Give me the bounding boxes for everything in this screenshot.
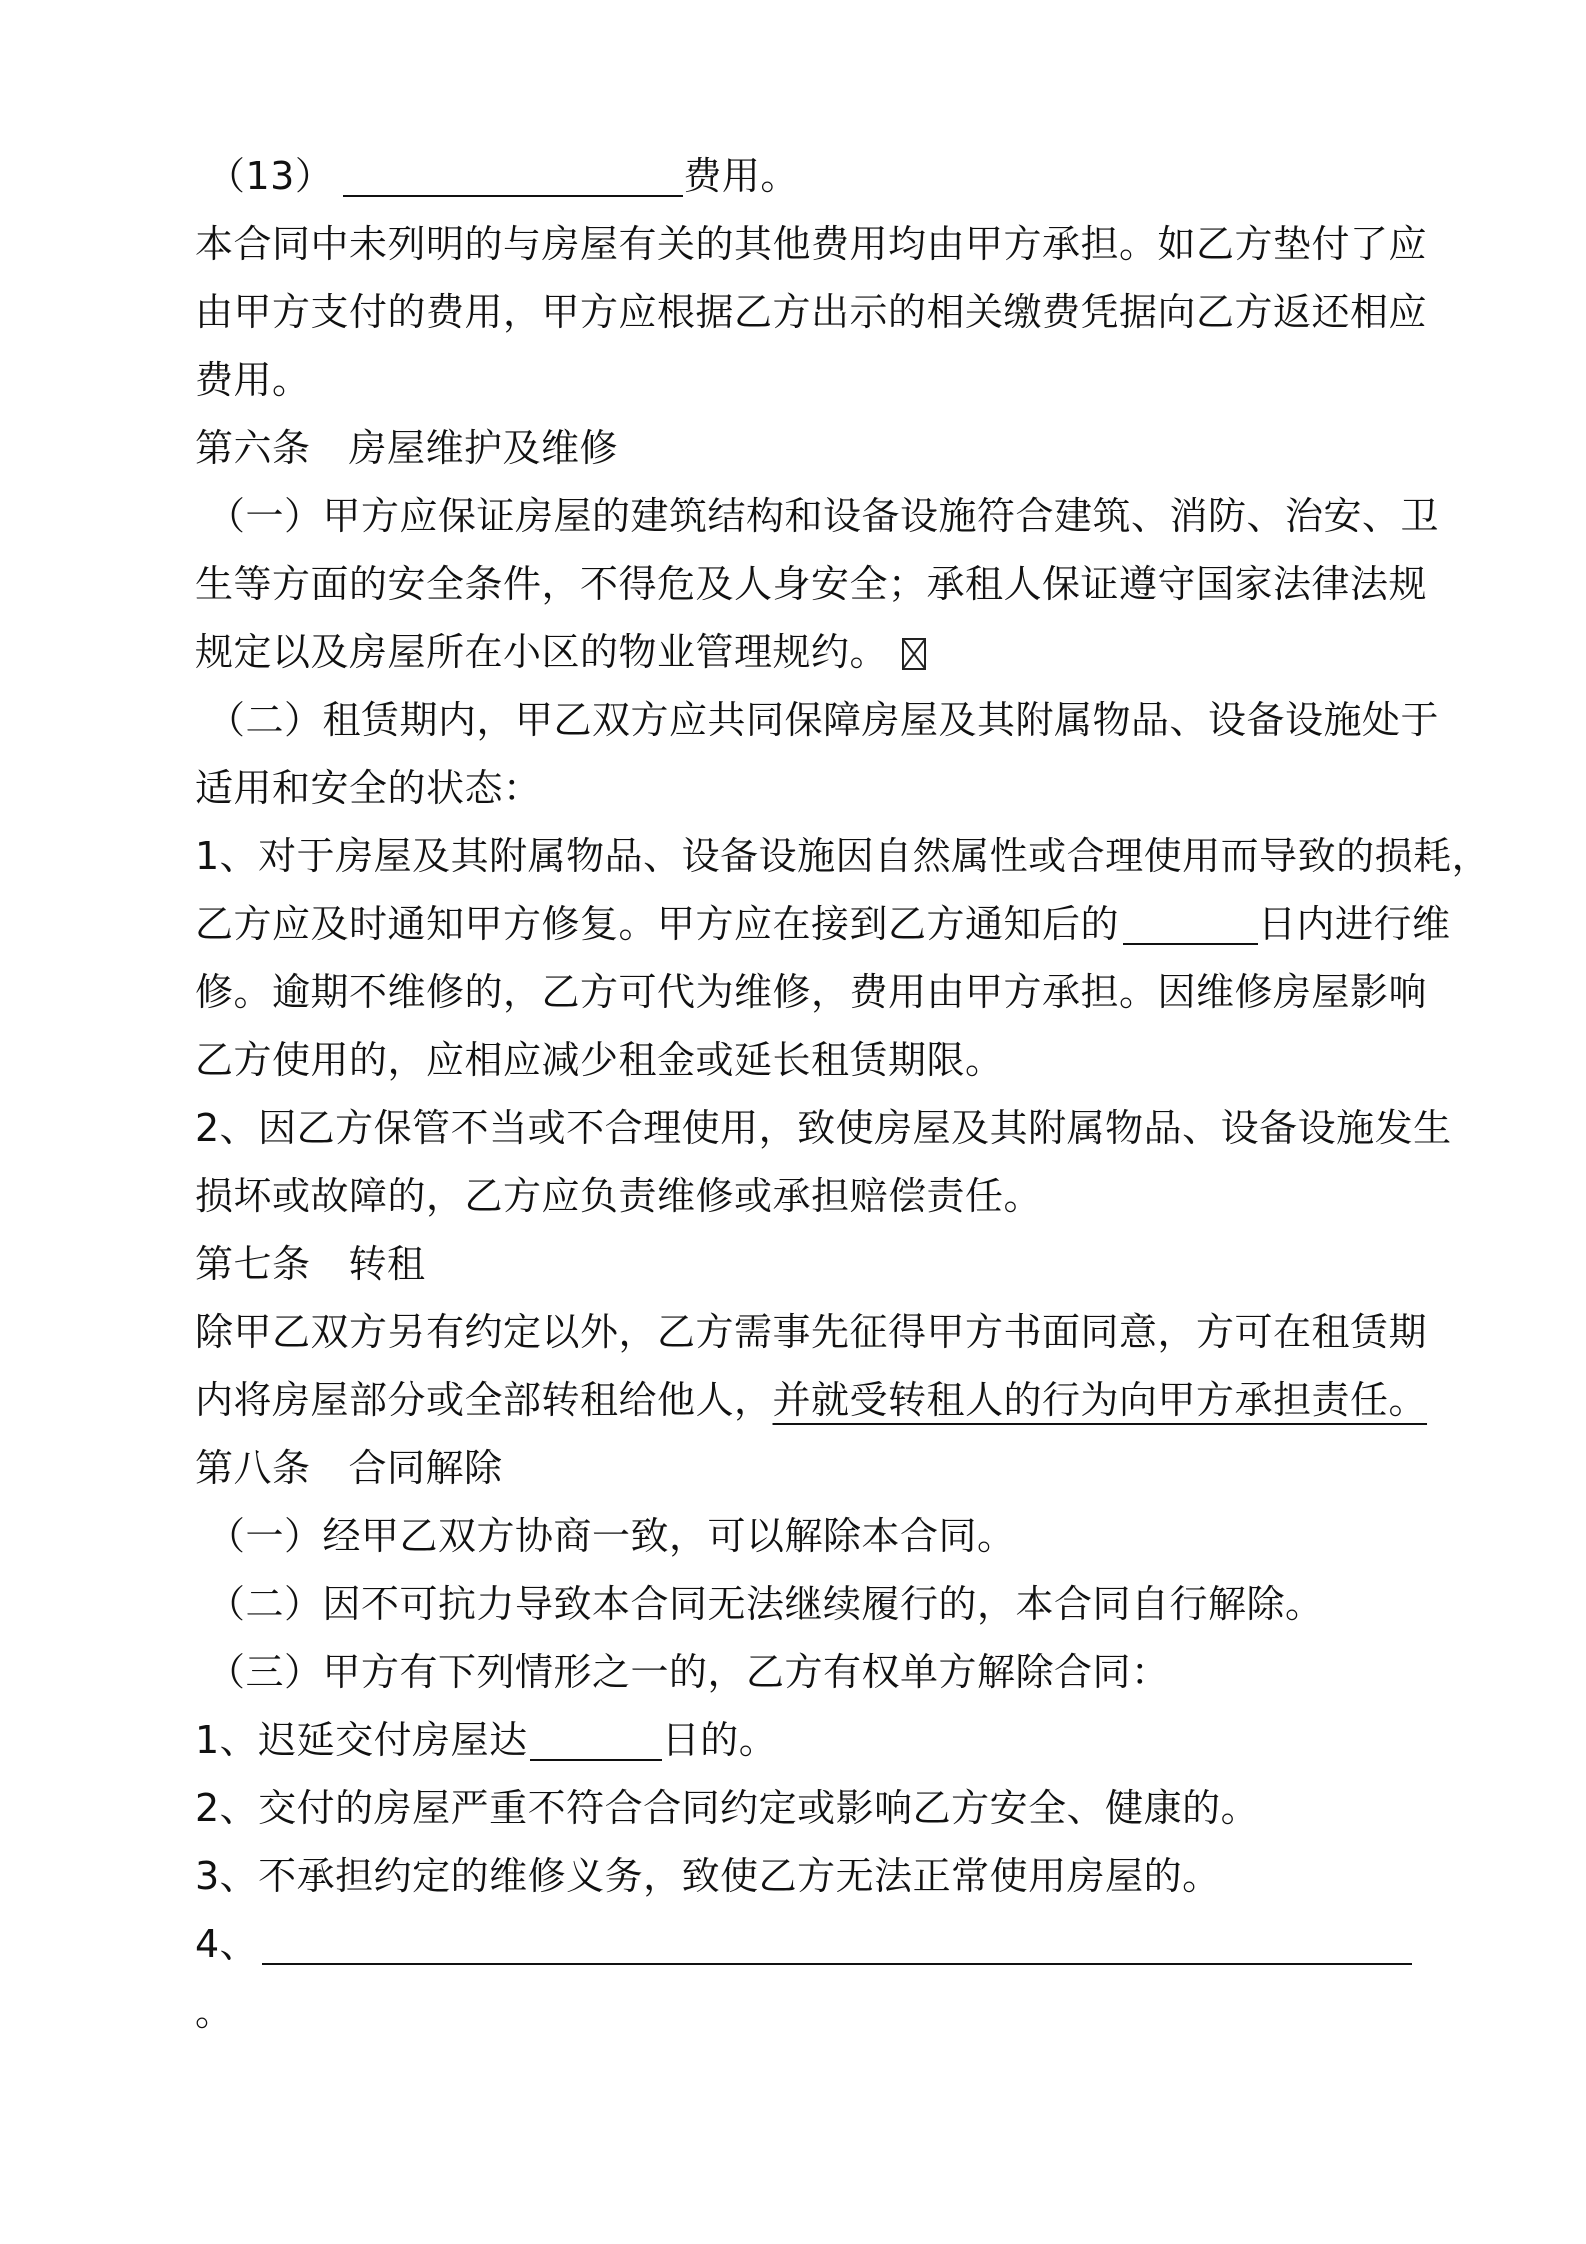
repair-days-line	[195, 890, 1451, 958]
article-title: 合同解除	[348, 1446, 503, 1490]
fee-suffix: 费用。	[683, 154, 799, 198]
article-title: 转租	[348, 1242, 426, 1286]
paragraph-line: （三）甲方有下列情形之一的，乙方有权单方解除合同：	[207, 1650, 1170, 1694]
other-condition-line	[195, 1910, 1405, 1978]
closing-mark: 。	[195, 1990, 234, 2034]
paragraph-line: （一）甲方应保证房屋的建筑结构和设备设施符合建筑、消防、治安、卫	[207, 494, 1440, 538]
paragraph-line: （二）因不可抗力导致本合同无法继续履行的，本合同自行解除。	[207, 1582, 1324, 1626]
article-title: 房屋维护及维修	[348, 426, 619, 470]
item-number: 4、	[195, 1922, 259, 1966]
article-number: 第六条	[195, 426, 311, 470]
paragraph-text: 乙方应及时通知甲方修复。甲方应在接到乙方通知后的	[195, 902, 1120, 946]
paragraph-line: 除甲乙双方另有约定以外，乙方需事先征得甲方书面同意，方可在租赁期	[195, 1310, 1428, 1354]
paragraph-text: 日内进行维	[1258, 902, 1451, 946]
contract-body	[195, 142, 1491, 2046]
paragraph-line: 本合同中未列明的与房屋有关的其他费用均由甲方承担。如乙方垫付了应	[195, 222, 1428, 266]
sublease-responsibility-line	[195, 1366, 1428, 1434]
paragraph-line: 1、对于房屋及其附属物品、设备设施因自然属性或合理使用而导致的损耗，	[195, 834, 1491, 878]
paragraph-line: 2、因乙方保管不当或不合理使用，致使房屋及其附属物品、设备设施发生	[195, 1106, 1452, 1150]
paragraph-line: 损坏或故障的，乙方应负责维修或承担赔偿责任。	[195, 1174, 1043, 1218]
paragraph-line: 2、交付的房屋严重不符合合同约定或影响乙方安全、健康的。	[195, 1786, 1260, 1830]
checkbox-icon[interactable]	[902, 638, 926, 670]
article-7-heading	[195, 1230, 1405, 1298]
paragraph-line: 适用和安全的状态：	[195, 766, 542, 810]
paragraph-line: 生等方面的安全条件，不得危及人身安全；承租人保证遵守国家法律法规	[195, 562, 1428, 606]
paragraph-line-with-checkbox	[195, 618, 1405, 686]
repair-days-blank[interactable]	[1123, 893, 1258, 945]
other-condition-blank[interactable]	[262, 1913, 1412, 1965]
paragraph-text: 日的。	[661, 1718, 778, 1762]
paragraph-text: 1、迟延交付房屋达	[195, 1718, 528, 1762]
delay-delivery-line	[195, 1706, 1405, 1774]
paragraph-line: 费用。	[195, 358, 311, 402]
fee-item-13	[195, 142, 1405, 210]
article-8-heading	[195, 1434, 1405, 1502]
article-6-heading	[195, 414, 1405, 482]
item-number: （13）	[207, 154, 334, 198]
paragraph-text: 规定以及房屋所在小区的物业管理规约。	[195, 630, 889, 674]
paragraph-line: 3、不承担约定的维修义务，致使乙方无法正常使用房屋的。	[195, 1854, 1221, 1898]
paragraph-line: （二）租赁期内，甲乙双方应共同保障房屋及其附属物品、设备设施处于	[207, 698, 1440, 742]
paragraph-line: 乙方使用的，应相应减少租金或延长租赁期限。	[195, 1038, 1004, 1082]
underlined-clause: 并就受转租人的行为向甲方承担责任。	[772, 1378, 1428, 1422]
fee-blank[interactable]	[343, 145, 683, 197]
paragraph-line: （一）经甲乙双方协商一致，可以解除本合同。	[207, 1514, 1016, 1558]
delay-days-blank[interactable]	[530, 1709, 662, 1761]
article-number: 第七条	[195, 1242, 311, 1286]
paragraph-line: 修。逾期不维修的，乙方可代为维修，费用由甲方承担。因维修房屋影响	[195, 970, 1428, 1014]
paragraph-text: 内将房屋部分或全部转租给他人，	[195, 1378, 773, 1422]
paragraph-line: 由甲方支付的费用，甲方应根据乙方出示的相关缴费凭据向乙方返还相应	[195, 290, 1428, 334]
article-number: 第八条	[195, 1446, 311, 1490]
